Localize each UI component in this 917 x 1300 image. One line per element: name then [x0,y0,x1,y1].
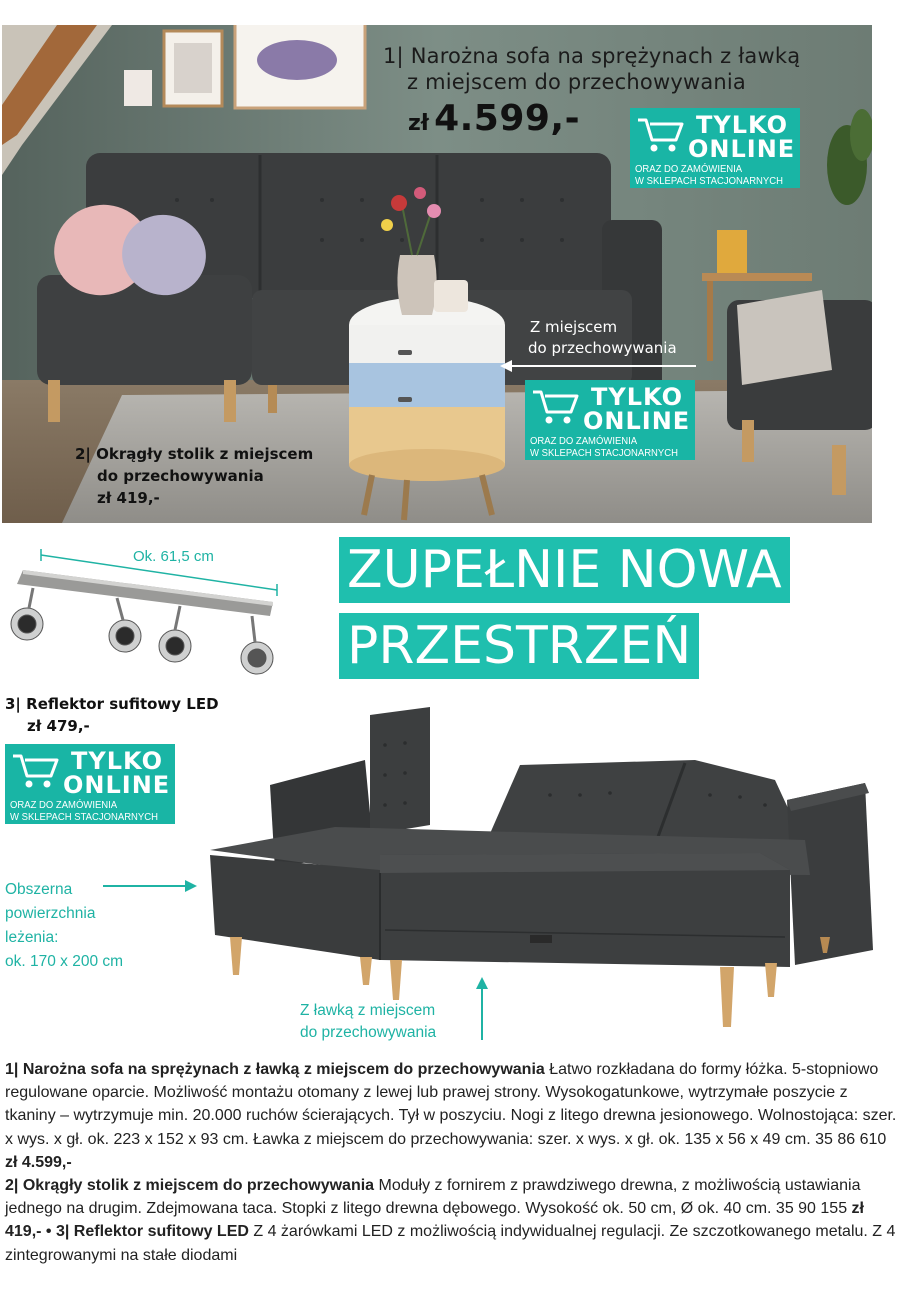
product2-label-line2: do przechowywania [97,467,264,485]
online-only-badge-1 [630,108,800,188]
badge-subtitle-line2: W SKLEPACH STACJONARNYCH [635,176,783,187]
desc-product3-text: Z 4 żarówkami LED z możliwością indywidualnej regulacji. Ze szczotkowanego metalu. Z 4 zintegrowanymi na stałe diodami [5,1223,896,1264]
product1-currency: zł [408,111,429,136]
bench-callout-line2: do przechowywania [300,1024,437,1041]
product3-label-line1: 3| Reflektor sufitowy LED [5,695,219,713]
area-callout-line2: powierzchnia [5,905,96,922]
headline-line1: ZUPEŁNIE NOWA [339,537,790,603]
badge-title-line2: ONLINE [63,771,171,799]
product1-price: 4.599,- [434,98,581,139]
bench-arrow [475,976,489,1040]
bench-callout [300,1000,436,1044]
product3-price: zł 479,- [27,717,90,735]
badge-subtitle-line1: ORAZ DO ZAMÓWIENIA [530,436,638,447]
bench-callout-line1: Z ławką z miejscem [300,1002,436,1019]
product2-price: zł 419,- [97,489,160,507]
badge-subtitle-line2: W SKLEPACH STACJONARNYCH [530,448,678,459]
product2-label [75,443,313,509]
product3-label [5,693,219,737]
storage-callout-line1: Z miejscem [530,318,618,336]
cart-icon [11,750,63,790]
storage-callout-line2: do przechowywania [528,339,677,357]
desc-product1-price: zł 4.599,- [5,1153,72,1171]
badge-title-line1: TYLKO [71,747,163,775]
badge-title-line1: TYLKO [591,383,683,411]
lamp-dimension-label: Ok. 61,5 cm [133,548,214,565]
product1-label-line2: z miejscem do przechowywania [407,70,747,94]
storage-callout [530,317,677,359]
desc-product2-title: 2| Okrągły stolik z miejscem do przechowywania [5,1177,375,1195]
badge-title-line2: ONLINE [688,135,796,163]
area-callout-line1: Obszerna [5,881,73,898]
headline-line2: PRZESTRZEŃ [339,613,699,679]
badge-subtitle-line1: ORAZ DO ZAMÓWIENIA [635,164,743,175]
online-only-badge-3 [5,744,175,824]
storage-arrow [498,356,698,376]
badge-title-line1: TYLKO [696,111,788,139]
desc-product2-price: zł 419,- • 3| Reflektor sufitowy LED [5,1200,864,1241]
cart-icon [531,386,583,426]
desc-product1-title: 1| Narożna sofa na sprężynach z ławką z miejscem do przechowywania [5,1061,545,1078]
product2-label-line1: 2| Okrągły stolik z miejscem [75,445,314,463]
area-arrow [103,879,198,893]
product1-label [383,43,800,95]
product1-price-block [408,98,580,139]
cart-icon [636,114,688,154]
online-only-badge-2 [525,380,695,460]
badge-subtitle-line2: W SKLEPACH STACJONARNYCH [10,812,158,823]
product1-label-line1: 1| Narożna sofa na sprężynach z ławką [383,44,801,68]
area-callout-line4: ok. 170 x 200 cm [5,953,124,970]
badge-title-line2: ONLINE [583,407,691,435]
area-callout-line3: leżenia: [5,929,59,946]
product-description [5,1058,900,1267]
sofa-bed-illustration [205,705,875,1035]
badge-subtitle-line1: ORAZ DO ZAMÓWIENIA [10,800,118,811]
desc-product2-text: Moduły z fornirem z prawdziwego drewna, z możliwością ustawiania jednego na drugim. Zdejmowana taca. Stopki z litego drewna dębowego. Wysokość ok. 50 cm, Ø ok. 40 cm. 35 90 155 [5,1177,861,1218]
desc-product1-text: Łatwo rozkładana do formy łóżka. 5-stopniowo regulowane oparcie. Możliwość montażu otomany z lewej lub prawej strony. Wysokogatunkowe, wytrzymałe poszycie z tkaniny – wytrzymuje min. 20.000 ruchów ścierających. Tył w poszyciu. Nogi z litego drewna jesionowego. Wolnostojąca: szer. x wys. x gł. ok. 223 x 152 x 93 cm. Ławka z miejscem do przechowywania: szer. x wys. x gł. ok. 135 x 56 x 49 cm. 35 86 610 [5,1061,897,1148]
